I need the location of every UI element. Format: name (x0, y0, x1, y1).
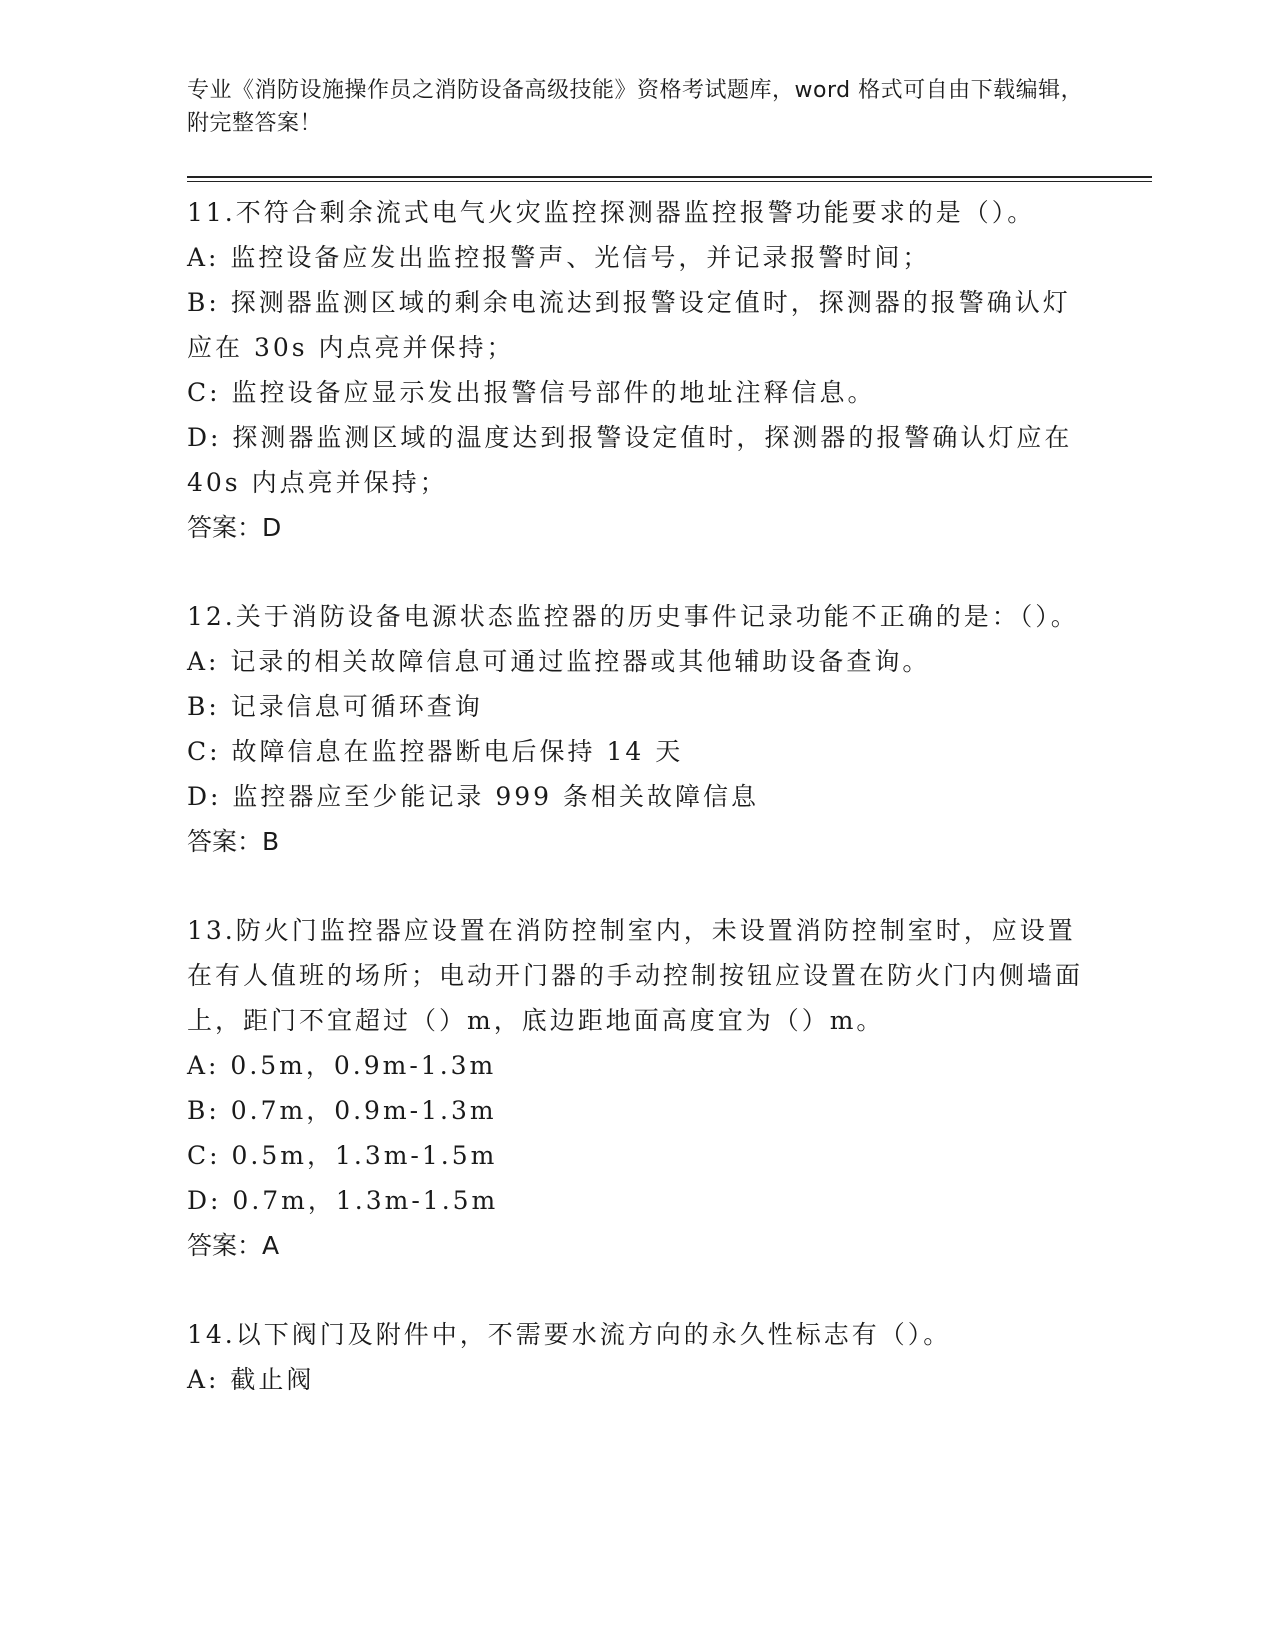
question-stem: 11.不符合剩余流式电气火灾监控探测器监控报警功能要求的是（）。 (187, 198, 1036, 227)
answer-line: 答案：D (187, 513, 282, 542)
answer-line: 答案：B (187, 827, 280, 856)
option-c: C: 故障信息在监控器断电后保持 14 天 (187, 737, 684, 766)
question-spacer (187, 1268, 1087, 1312)
option-b: B: 记录信息可循环查询 (187, 692, 483, 721)
option-c: C: 0.5m，1.3m-1.5m (187, 1141, 498, 1170)
option-d: D: 0.7m，1.3m-1.5m (187, 1186, 499, 1215)
header-divider-thick (187, 176, 1152, 178)
option-a: A: 监控设备应发出监控报警声、光信号，并记录报警时间； (187, 243, 931, 272)
option-b: B: 0.7m，0.9m-1.3m (187, 1096, 497, 1125)
question-11 (187, 190, 1087, 550)
option-a: A: 截止阀 (187, 1365, 315, 1394)
header-intro-text: 专业《消防设施操作员之消防设备高级技能》资格考试题库，word 格式可自由下载编辑，附完整答案！ (187, 78, 1084, 136)
question-13 (187, 908, 1087, 1268)
question-list (187, 190, 1087, 1402)
answer-line: 答案：A (187, 1231, 280, 1260)
document-header (187, 74, 1087, 140)
option-a: A: 0.5m，0.9m-1.3m (187, 1051, 497, 1080)
option-d: D: 监控器应至少能记录 999 条相关故障信息 (187, 782, 760, 811)
question-spacer (187, 550, 1087, 594)
question-spacer (187, 864, 1087, 908)
option-b: B: 探测器监测区域的剩余电流达到报警设定值时，探测器的报警确认灯应在 30s 内点亮并保持； (187, 288, 1071, 362)
question-14 (187, 1312, 1087, 1402)
option-d: D: 探测器监测区域的温度达到报警设定值时，探测器的报警确认灯应在 40s 内点亮并保持； (187, 423, 1073, 497)
header-divider-thin (187, 181, 1152, 182)
question-stem: 14.以下阀门及附件中，不需要水流方向的永久性标志有（）。 (187, 1320, 952, 1349)
question-12 (187, 594, 1087, 864)
option-c: C: 监控设备应显示发出报警信号部件的地址注释信息。 (187, 378, 876, 407)
question-stem: 13.防火门监控器应设置在消防控制室内，未设置消防控制室时，应设置在有人值班的场所；电动开门器的手动控制按钮应设置在防火门内侧墙面上，距门不宜超过（）m，底边距地面高度宜为（）m。 (187, 916, 1084, 1035)
option-a: A: 记录的相关故障信息可通过监控器或其他辅助设备查询。 (187, 647, 931, 676)
question-stem: 12.关于消防设备电源状态监控器的历史事件记录功能不正确的是：（）。 (187, 602, 1079, 631)
